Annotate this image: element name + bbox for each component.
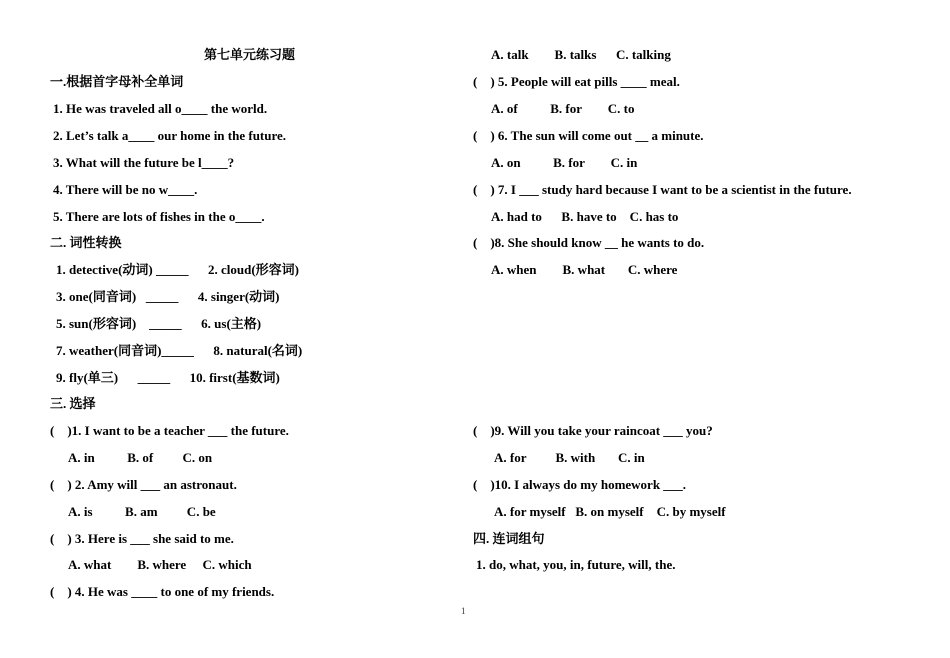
question-line: ( ) 6. The sun will come out __ a minute. xyxy=(473,128,704,143)
question-line: 5. There are lots of fishes in the o____. xyxy=(53,209,265,224)
answer-options: A. in B. of C. on xyxy=(68,450,213,465)
question-line: ( ) 3. Here is ___ she said to me. xyxy=(50,531,234,546)
question-line: 3. one(同音词) _____ 4. singer(动词) xyxy=(56,289,280,304)
question-line: 1. detective(动词) _____ 2. cloud(形容词) xyxy=(56,262,299,277)
question-line: 5. sun(形容词) _____ 6. us(主格) xyxy=(56,316,262,331)
question-line: ( )10. I always do my homework ___. xyxy=(473,477,687,492)
answer-options: A. talk B. talks C. talking xyxy=(491,47,671,62)
question-line: ( )8. She should know __ he wants to do. xyxy=(473,235,705,250)
page-number: 1 xyxy=(461,606,466,616)
question-line: 1. do, what, you, in, future, will, the. xyxy=(476,557,676,572)
answer-options: A. is B. am C. be xyxy=(68,504,216,519)
question-line: ( ) 2. Amy will ___ an astronaut. xyxy=(50,477,237,492)
section-heading: 二. 词性转换 xyxy=(50,235,122,250)
section-heading: 三. 选择 xyxy=(50,396,96,411)
page-title: 第七单元练习题 xyxy=(204,47,296,62)
answer-options: A. what B. where C. which xyxy=(68,557,252,572)
question-line: ( )1. I want to be a teacher ___ the future. xyxy=(50,423,289,438)
question-line: 9. fly(单三) _____ 10. first(基数词) xyxy=(56,370,280,385)
question-line: ( )9. Will you take your raincoat ___ you? xyxy=(473,423,713,438)
question-line: 2. Let’s talk a____ our home in the future. xyxy=(53,128,287,143)
answer-options: A. for myself B. on myself C. by myself xyxy=(494,504,726,519)
answer-options: A. had to B. have to C. has to xyxy=(491,209,679,224)
question-line: ( ) 7. I ___ study hard because I want to be a scientist in the future. xyxy=(473,182,852,197)
question-line: 3. What will the future be l____? xyxy=(53,155,235,170)
answer-options: A. for B. with C. in xyxy=(494,450,645,465)
section-heading: 一.根据首字母补全单词 xyxy=(50,74,184,89)
question-line: ( ) 4. He was ____ to one of my friends. xyxy=(50,584,275,599)
answer-options: A. of B. for C. to xyxy=(491,101,635,116)
question-line: ( ) 5. People will eat pills ____ meal. xyxy=(473,74,680,89)
answer-options: A. on B. for C. in xyxy=(491,155,638,170)
question-line: 7. weather(同音词)_____ 8. natural(名词) xyxy=(56,343,303,358)
question-line: 4. There will be no w____. xyxy=(53,182,198,197)
section-heading: 四. 连词组句 xyxy=(473,531,545,546)
answer-options: A. when B. what C. where xyxy=(491,262,678,277)
question-line: 1. He was traveled all o____ the world. xyxy=(53,101,268,116)
